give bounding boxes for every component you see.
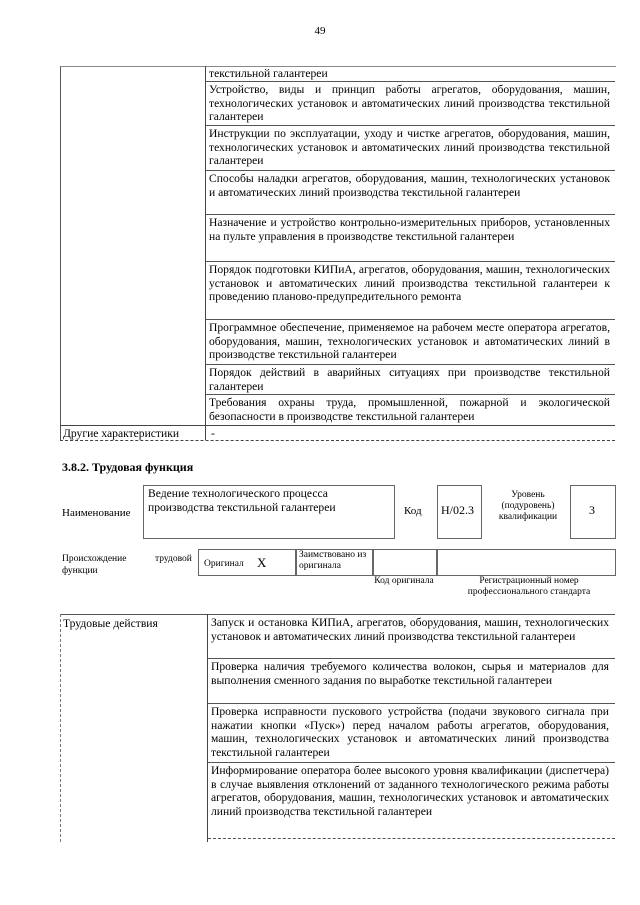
row-divider: [208, 703, 615, 704]
other-characteristics-value: -: [211, 427, 215, 440]
actions-label: Трудовые действия: [63, 617, 158, 630]
knowledge-row: Инструкции по эксплуатации, уходу и чистке агрегатов, оборудования, машин, технологических установок и автоматических линий производства текстильной галантереи: [209, 127, 610, 168]
action-row: Информирование оператора более высокого уровня квалификации (диспетчера) в случае выявления отклонений от заданного технологического режима работы агрегатов, оборудования, машин, технологических установок и автоматических линий производства текстильной галантереи: [211, 764, 609, 818]
knowledge-table-divider: [205, 66, 206, 440]
row-divider: [206, 319, 615, 320]
row-divider: [206, 81, 615, 82]
function-name: Ведение технологического процесса производства текстильной галантереи: [148, 487, 336, 514]
knowledge-row: Устройство, виды и принцип работы агрегатов, оборудования, машин, технологических установок и автоматических линий производства текстильной галантереи: [209, 83, 610, 124]
row-divider: [60, 425, 615, 426]
knowledge-row: Требования охраны труда, промышленной, пожарной и экологической безопасности в производстве текстильной галантереи: [209, 396, 610, 423]
origin-label-2: трудовой: [155, 554, 192, 564]
row-divider: [206, 394, 615, 395]
origin-label-3: функции: [62, 566, 98, 576]
code-original-box: [372, 549, 438, 576]
table-bottom-line: [60, 440, 615, 441]
action-row: Запуск и остановка КИПиА, агрегатов, оборудования, машин, технологических установок и автоматических линий производства текстильной галантереи: [211, 616, 609, 643]
knowledge-row: Программное обеспечение, применяемое на рабочем месте оператора агрегатов, оборудования, машин, технологических установок и автоматических линий в производстве текстильной галантереи: [209, 321, 610, 362]
page-number: 49: [314, 25, 326, 37]
knowledge-row: текстильной галантереи: [209, 67, 328, 80]
row-divider: [206, 261, 615, 262]
original-mark: X: [257, 555, 267, 570]
origin-label: Происхождение: [62, 554, 127, 564]
actions-table-left: [60, 614, 61, 842]
naming-label: Наименование: [62, 507, 131, 519]
code-label: Код: [404, 505, 422, 517]
actions-table-top: [60, 614, 615, 615]
row-divider: [206, 125, 615, 126]
other-characteristics-label: Другие характеристики: [63, 427, 180, 440]
level-label: Уровень (подуровень) квалификации: [498, 490, 558, 522]
level-value: 3: [589, 503, 595, 517]
knowledge-row: Порядок действий в аварийных ситуациях при производстве текстильной галантереи: [209, 366, 610, 393]
knowledge-row: Порядок подготовки КИПиА, агрегатов, оборудования, машин, технологических установок и автоматических линий производства текстильной галантереи к проведению планово-предупредительного ремонта: [209, 263, 610, 304]
row-divider: [208, 838, 615, 839]
row-divider: [206, 170, 615, 171]
reg-number-label: Регистрационный номер профессионального стандарта: [467, 576, 591, 597]
row-divider: [208, 658, 615, 659]
code-original-label: Код оригинала: [374, 576, 434, 586]
action-row: Проверка наличия требуемого количества волокон, сырья и материалов для выполнения сменного задания по выработке текстильной галантереи: [211, 660, 609, 687]
knowledge-row: Назначение и устройство контрольно-измерительных приборов, установленных на пульте управления в производстве текстильной галантереи: [209, 216, 610, 243]
row-divider: [206, 214, 615, 215]
row-divider: [206, 364, 615, 365]
action-row: Проверка исправности пускового устройства (подачи звукового сигнала при нажатии кнопки «Пуск») перед началом работы агрегатов, оборудования, машин, технологических установок и автоматических линий производства текстильной галантереи: [211, 705, 609, 759]
code-value: Н/02.3: [441, 503, 474, 517]
actions-table-divider: [207, 614, 208, 842]
knowledge-row: Способы наладки агрегатов, оборудования, машин, технологических установок и автоматических линий производства текстильной галантереи: [209, 172, 610, 199]
borrowed-label: Заимствовано из оригинала: [299, 550, 367, 571]
row-divider: [208, 762, 615, 763]
section-heading: 3.8.2. Трудовая функция: [62, 460, 194, 474]
reg-number-box: [436, 549, 616, 576]
original-label: Оригинал: [204, 559, 244, 569]
